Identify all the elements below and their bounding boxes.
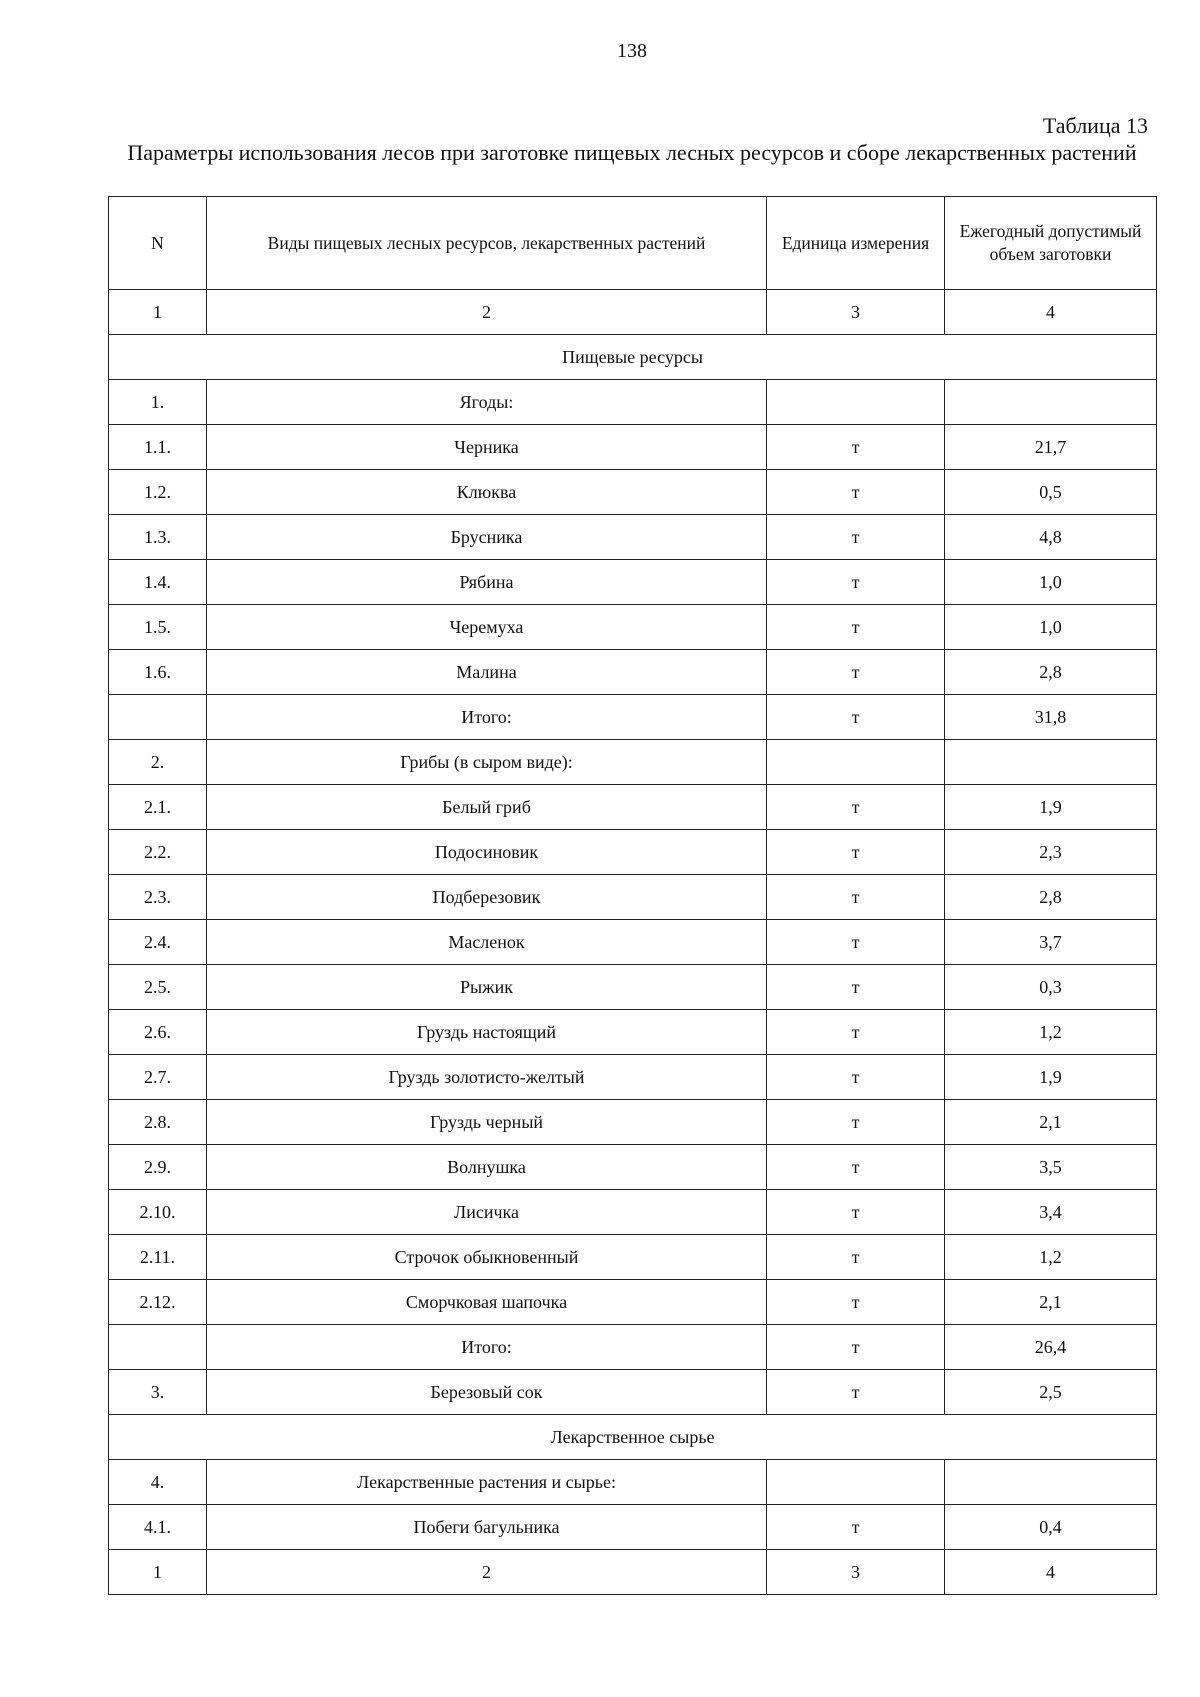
volume-cell: 1,2 — [945, 1010, 1157, 1055]
resource-name: Белый гриб — [207, 785, 767, 830]
unit-cell: т — [767, 1370, 945, 1415]
row-number: 1.2. — [109, 470, 207, 515]
header-n: N — [109, 197, 207, 290]
volume-cell: 3,4 — [945, 1190, 1157, 1235]
resource-name: Побеги багульника — [207, 1505, 767, 1550]
unit-cell: т — [767, 650, 945, 695]
unit-cell: т — [767, 1505, 945, 1550]
table-row — [109, 1550, 1157, 1595]
row-number: 2.1. — [109, 785, 207, 830]
unit-cell: т — [767, 1145, 945, 1190]
unit-cell: т — [767, 515, 945, 560]
unit-cell: т — [767, 1100, 945, 1145]
resource-name: Груздь черный — [207, 1100, 767, 1145]
volume-cell: 3,7 — [945, 920, 1157, 965]
column-number: 3 — [767, 290, 945, 335]
row-number: 1. — [109, 380, 207, 425]
row-number: 1.1. — [109, 425, 207, 470]
unit-cell: т — [767, 470, 945, 515]
table-label: Таблица 13 — [1042, 113, 1148, 138]
volume-cell: 0,5 — [945, 470, 1157, 515]
table-header-row — [109, 197, 1157, 290]
resources-table — [108, 196, 1157, 1595]
table-row — [109, 785, 1157, 830]
unit-cell: т — [767, 1280, 945, 1325]
volume-cell: 1,2 — [945, 1235, 1157, 1280]
resource-name: Лисичка — [207, 1190, 767, 1235]
unit-cell: т — [767, 560, 945, 605]
section-row — [109, 1415, 1157, 1460]
unit-cell: т — [767, 1325, 945, 1370]
resource-name: Груздь настоящий — [207, 1010, 767, 1055]
column-number-row — [109, 290, 1157, 335]
volume-cell: 1,9 — [945, 1055, 1157, 1100]
page-number: 138 — [617, 40, 647, 62]
row-number: 1.5. — [109, 605, 207, 650]
unit-cell: т — [767, 425, 945, 470]
volume-cell — [945, 380, 1157, 425]
table-row — [109, 605, 1157, 650]
row-number: 2.3. — [109, 875, 207, 920]
resource-name: Березовый сок — [207, 1370, 767, 1415]
table-caption: Параметры использования лесов при заготовке пищевых лесных ресурсов и сборе лекарственных растений — [127, 140, 1137, 165]
section-title: Лекарственное сырье — [109, 1415, 1157, 1460]
table-row — [109, 515, 1157, 560]
row-number: 2.2. — [109, 830, 207, 875]
resource-name: Брусника — [207, 515, 767, 560]
resource-name: Ягоды: — [207, 380, 767, 425]
table-row — [109, 1325, 1157, 1370]
table-row — [109, 920, 1157, 965]
table-row — [109, 1010, 1157, 1055]
unit-cell: т — [767, 695, 945, 740]
unit-cell — [767, 1460, 945, 1505]
table-row — [109, 650, 1157, 695]
row-number: 1.4. — [109, 560, 207, 605]
table-row — [109, 1100, 1157, 1145]
table-body — [109, 335, 1157, 1595]
unit-cell: т — [767, 605, 945, 650]
volume-cell: 26,4 — [945, 1325, 1157, 1370]
resource-name: Подберезовик — [207, 875, 767, 920]
row-number: 2.9. — [109, 1145, 207, 1190]
volume-cell: 2,1 — [945, 1100, 1157, 1145]
row-number: 2.5. — [109, 965, 207, 1010]
resource-name: Сморчковая шапочка — [207, 1280, 767, 1325]
table-row — [109, 1055, 1157, 1100]
row-number: 2.6. — [109, 1010, 207, 1055]
unit-cell: т — [767, 1010, 945, 1055]
volume-cell: 0,3 — [945, 965, 1157, 1010]
row-number: 1.6. — [109, 650, 207, 695]
resource-name: Черника — [207, 425, 767, 470]
resource-name: 2 — [207, 1550, 767, 1595]
unit-cell: т — [767, 1235, 945, 1280]
unit-cell: т — [767, 920, 945, 965]
table-row — [109, 1370, 1157, 1415]
unit-cell: 3 — [767, 1550, 945, 1595]
table-row — [109, 695, 1157, 740]
volume-cell: 2,5 — [945, 1370, 1157, 1415]
table-row — [109, 380, 1157, 425]
unit-cell: т — [767, 785, 945, 830]
table-row — [109, 965, 1157, 1010]
header-type: Виды пищевых лесных ресурсов, лекарственных растений — [207, 197, 767, 290]
volume-cell: 2,1 — [945, 1280, 1157, 1325]
volume-cell: 21,7 — [945, 425, 1157, 470]
volume-cell: 1,0 — [945, 560, 1157, 605]
resource-name: Строчок обыкновенный — [207, 1235, 767, 1280]
volume-cell: 0,4 — [945, 1505, 1157, 1550]
volume-cell — [945, 740, 1157, 785]
resource-name: Клюква — [207, 470, 767, 515]
row-number — [109, 695, 207, 740]
unit-cell: т — [767, 830, 945, 875]
resource-name: Масленок — [207, 920, 767, 965]
volume-cell: 31,8 — [945, 695, 1157, 740]
column-number: 4 — [945, 290, 1157, 335]
table-row — [109, 830, 1157, 875]
table-row — [109, 1460, 1157, 1505]
table-row — [109, 470, 1157, 515]
row-number: 2.11. — [109, 1235, 207, 1280]
row-number: 2.12. — [109, 1280, 207, 1325]
resource-name: Подосиновик — [207, 830, 767, 875]
resource-name: Малина — [207, 650, 767, 695]
row-number: 2.7. — [109, 1055, 207, 1100]
row-number — [109, 1325, 207, 1370]
row-number: 2. — [109, 740, 207, 785]
volume-cell: 4,8 — [945, 515, 1157, 560]
row-number: 2.4. — [109, 920, 207, 965]
resource-name: Волнушка — [207, 1145, 767, 1190]
table-row — [109, 1235, 1157, 1280]
table-row — [109, 1505, 1157, 1550]
volume-cell: 2,8 — [945, 650, 1157, 695]
section-row — [109, 335, 1157, 380]
volume-cell: 4 — [945, 1550, 1157, 1595]
resource-name: Груздь золотисто-желтый — [207, 1055, 767, 1100]
resource-name: Рыжик — [207, 965, 767, 1010]
resource-name: Черемуха — [207, 605, 767, 650]
row-number: 4. — [109, 1460, 207, 1505]
resource-name: Грибы (в сыром виде): — [207, 740, 767, 785]
resource-name: Лекарственные растения и сырье: — [207, 1460, 767, 1505]
header-unit: Единица измерения — [767, 197, 945, 290]
row-number: 1.3. — [109, 515, 207, 560]
row-number: 2.8. — [109, 1100, 207, 1145]
header-volume: Ежегодный допустимый объем заготовки — [945, 197, 1157, 290]
row-number: 2.10. — [109, 1190, 207, 1235]
unit-cell: т — [767, 965, 945, 1010]
column-number: 2 — [207, 290, 767, 335]
volume-cell: 2,8 — [945, 875, 1157, 920]
volume-cell: 3,5 — [945, 1145, 1157, 1190]
unit-cell: т — [767, 875, 945, 920]
row-number: 3. — [109, 1370, 207, 1415]
table-row — [109, 1190, 1157, 1235]
unit-cell — [767, 740, 945, 785]
unit-cell — [767, 380, 945, 425]
table-row — [109, 425, 1157, 470]
unit-cell: т — [767, 1055, 945, 1100]
resource-name: Рябина — [207, 560, 767, 605]
volume-cell — [945, 1460, 1157, 1505]
row-number: 1 — [109, 1550, 207, 1595]
table-row — [109, 1145, 1157, 1190]
section-title: Пищевые ресурсы — [109, 335, 1157, 380]
table-row — [109, 1280, 1157, 1325]
unit-cell: т — [767, 1190, 945, 1235]
volume-cell: 1,9 — [945, 785, 1157, 830]
table-row — [109, 875, 1157, 920]
row-number: 4.1. — [109, 1505, 207, 1550]
resource-name: Итого: — [207, 695, 767, 740]
table-row — [109, 560, 1157, 605]
volume-cell: 2,3 — [945, 830, 1157, 875]
column-number: 1 — [109, 290, 207, 335]
volume-cell: 1,0 — [945, 605, 1157, 650]
resource-name: Итого: — [207, 1325, 767, 1370]
table-row — [109, 740, 1157, 785]
